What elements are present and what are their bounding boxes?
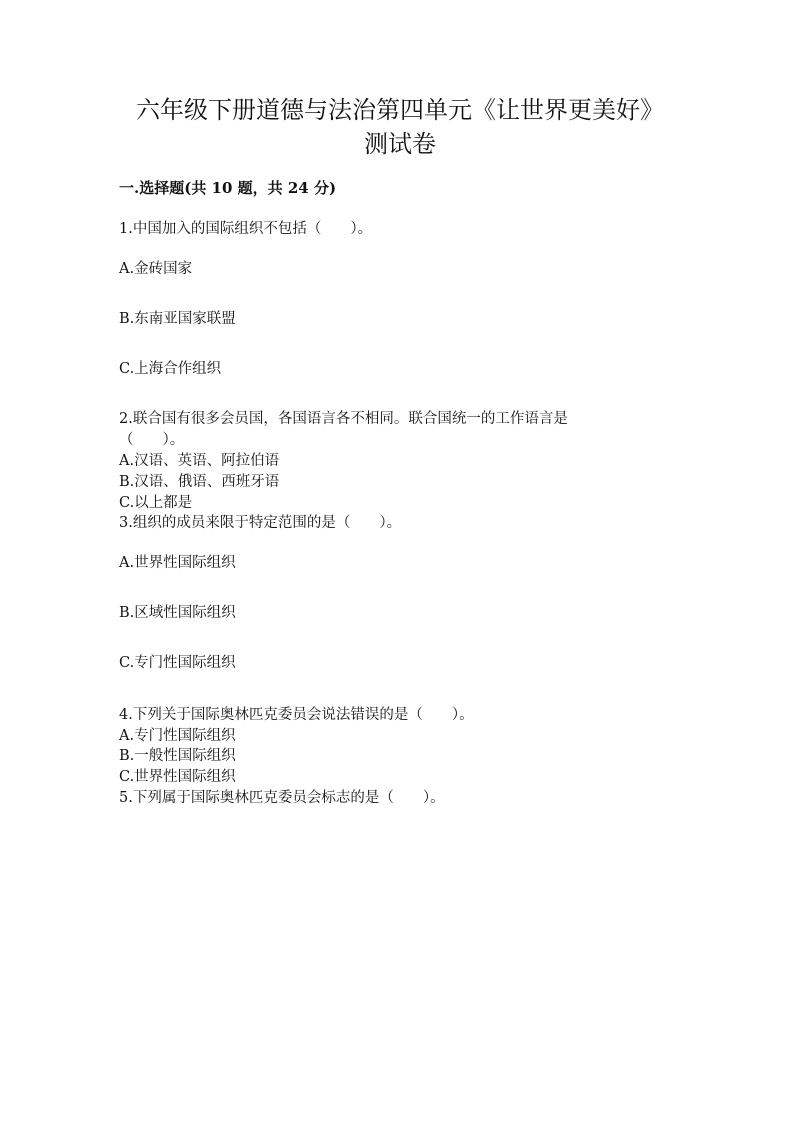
question-4-stem: 4.下列关于国际奥林匹克委员会说法错误的是（ ）。 bbox=[119, 707, 474, 723]
question-3-stem: 3.组织的成员来限于特定范围的是（ ）。 bbox=[119, 515, 402, 531]
question-4-option-a: A.专门性国际组织 bbox=[119, 728, 236, 744]
question-1-option-c: C.上海合作组织 bbox=[119, 361, 222, 377]
question-2-option-c: C.以上都是 bbox=[119, 495, 193, 511]
question-1-stem: 1.中国加入的国际组织不包括（ ）。 bbox=[119, 221, 373, 237]
section-heading: 一.选择题(共 10 题，共 24 分) bbox=[119, 179, 337, 197]
question-2-stem-line-1: 2.联合国有很多会员国，各国语言各不相同。联合国统一的工作语言是 bbox=[119, 411, 568, 427]
question-3-option-b: B.区域性国际组织 bbox=[119, 605, 236, 621]
page-title-line-2: 测试卷 bbox=[364, 130, 436, 158]
question-1-option-b: B.东南亚国家联盟 bbox=[119, 311, 236, 327]
question-3-option-a: A.世界性国际组织 bbox=[119, 555, 236, 571]
question-1-option-a: A.金砖国家 bbox=[119, 261, 193, 277]
question-5-stem: 5.下列属于国际奥林匹克委员会标志的是（ ）。 bbox=[119, 790, 445, 806]
question-2-stem-line-2: （ ）。 bbox=[119, 432, 185, 448]
page-title-line-1: 六年级下册道德与法治第四单元《让世界更美好》 bbox=[136, 96, 664, 124]
question-4-option-b: B.一般性国际组织 bbox=[119, 748, 236, 764]
question-4-option-c: C.世界性国际组织 bbox=[119, 769, 236, 785]
question-3-option-c: C.专门性国际组织 bbox=[119, 655, 236, 671]
question-2-option-a: A.汉语、英语、阿拉伯语 bbox=[119, 453, 280, 469]
question-2-option-b: B.汉语、俄语、西班牙语 bbox=[119, 474, 280, 490]
